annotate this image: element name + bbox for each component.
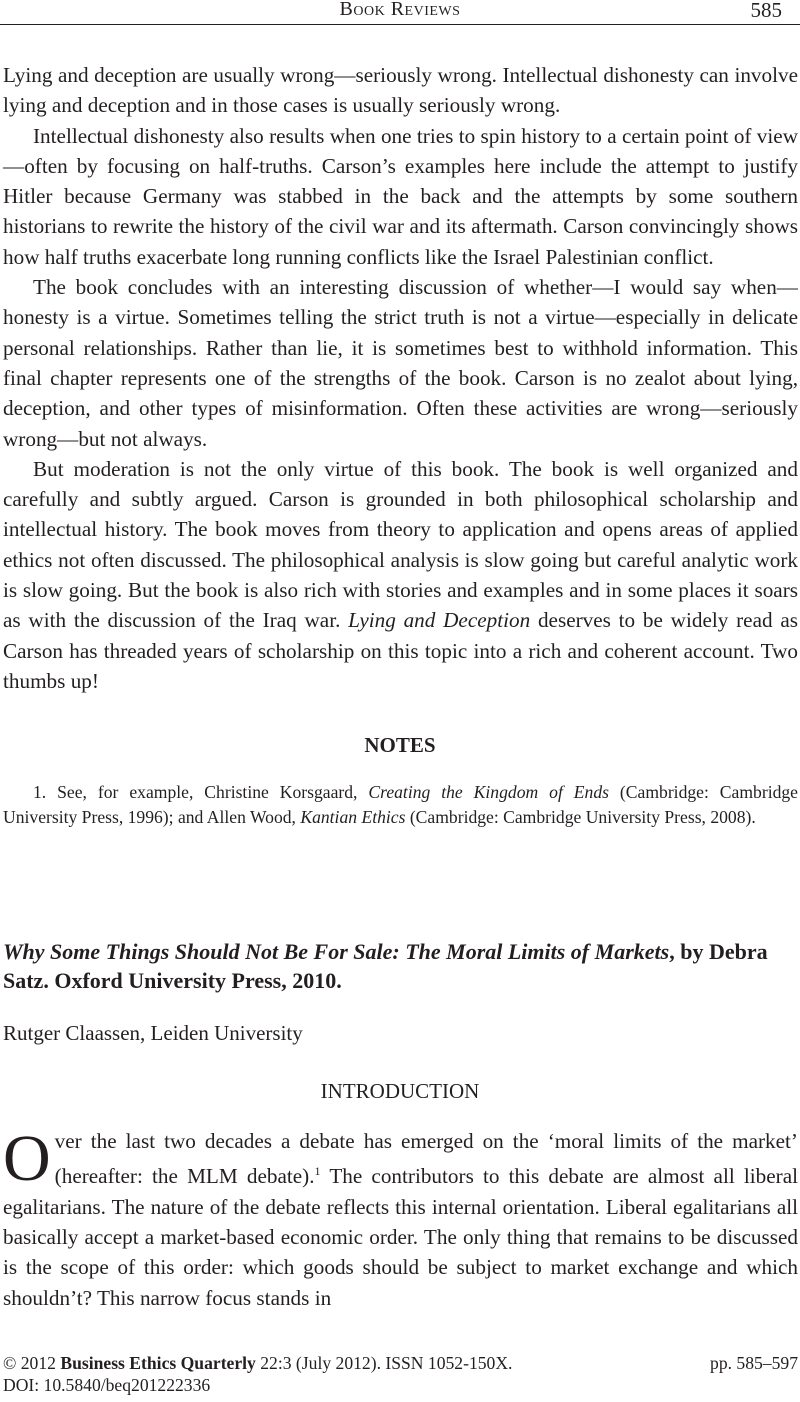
issue-info: 22:3 (July 2012). ISSN 1052-150X. [255,1353,513,1373]
copyright: © 2012 [3,1353,61,1373]
page-number: 585 [750,0,782,22]
review-body-carson [3,60,798,696]
reviewed-book-details: , by Debra Satz. Oxford University Press, 2010. [3,939,768,993]
footnote-text: (Cambridge: Cambridge University Press, 2008). [405,807,756,827]
reviewer-byline: Rutger Claassen, Leiden University [3,1021,303,1045]
page-range: pp. 585–597 [710,1353,798,1373]
book-title-italic: Lying and Deception [348,608,531,633]
paragraph [3,1122,798,1313]
page-footer [3,1352,798,1396]
paragraph-text: But moderation is not the only virtue of this book. The book is well organized and carefully and subtly argued. Carson is grounded in both philosophical scholarship and intellectual history. The book moves from theory to application and opens areas of applied ethics not often discussed. The philosophical analysis is slow going but careful analytic work is slow going. But the book is also rich with stories and examples and in some places it soars as with the discussion of the Iraq war. [3,456,798,633]
paragraph-text: ver the last two decades a debate has emerged on the ‘moral limits of the market’ (hereafter: the MLM debate). [54,1129,798,1189]
paragraph-text: The contributors to this debate are almost all liberal egalitarians. The nature of the debate reflects this internal orientation. Liberal egalitarians all basically accept a market-based economic order. The only thing that remains to be discussed is the scope of this order: which goods should be subject to market exchange and which shouldn’t? This narrow focus stands in [3,1164,798,1310]
cited-title: Creating the Kingdom of Ends [368,782,609,802]
paragraph: Lying and deception are usually wrong—seriously wrong. Intellectual dishonesty can involve lying and deception and in those cases is usually seriously wrong. [3,63,798,118]
footnote-text: (Cambridge: Cambridge University Press, 1996); and Allen Wood, [3,782,798,827]
review-body-satz [3,1122,798,1313]
footnote-ref[interactable]: 1 [314,1164,321,1179]
footer-citation-row [3,1352,798,1374]
running-title: Book Reviews [339,0,461,20]
paragraph [3,454,798,696]
doi[interactable]: DOI: 10.5840/beq201222336 [3,1375,211,1395]
footnote-1 [3,780,798,830]
footnote-text: 1. See, for example, Christine Korsgaard, [33,782,369,802]
paragraph-text: deserves to be widely read as Carson has threaded years of scholarship on this topic into a rich and coherent account. Two thumbs up! [3,608,798,693]
reviewed-book-title: Why Some Things Should Not Be For Sale: The Moral Limits of Markets [3,939,670,964]
notes-heading: NOTES [364,733,436,757]
section-heading: INTRODUCTION [320,1079,480,1103]
paragraph: The book concludes with an interesting discussion of whether—I would say when—honesty is a virtue. Sometimes telling the strict truth is not a virtue—especially in delicate personal relationships. Rather than lie, it is sometimes best to withhold information. This final chapter represents one of the strengths of the book. Carson is no zealot about lying, deception, and other types of misinformation. Often these activities are wrong—seriously wrong—but not always. [3,275,798,451]
drop-cap: O [3,1122,51,1195]
cited-title: Kantian Ethics [300,807,406,827]
review-title [3,937,798,995]
paragraph: Intellectual dishonesty also results when one tries to spin history to a certain point of view—often by focusing on half-truths. Carson’s examples here include the attempt to justify Hitler because Germany was stabbed in the back and the attempts by some southern historians to rewrite the history of the civil war and its aftermath. Carson convincingly shows how half truths exacerbate long running conflicts like the Israel Palestinian conflict. [3,123,798,269]
journal-name: Business Ethics Quarterly [60,1353,256,1373]
running-head [0,0,800,25]
